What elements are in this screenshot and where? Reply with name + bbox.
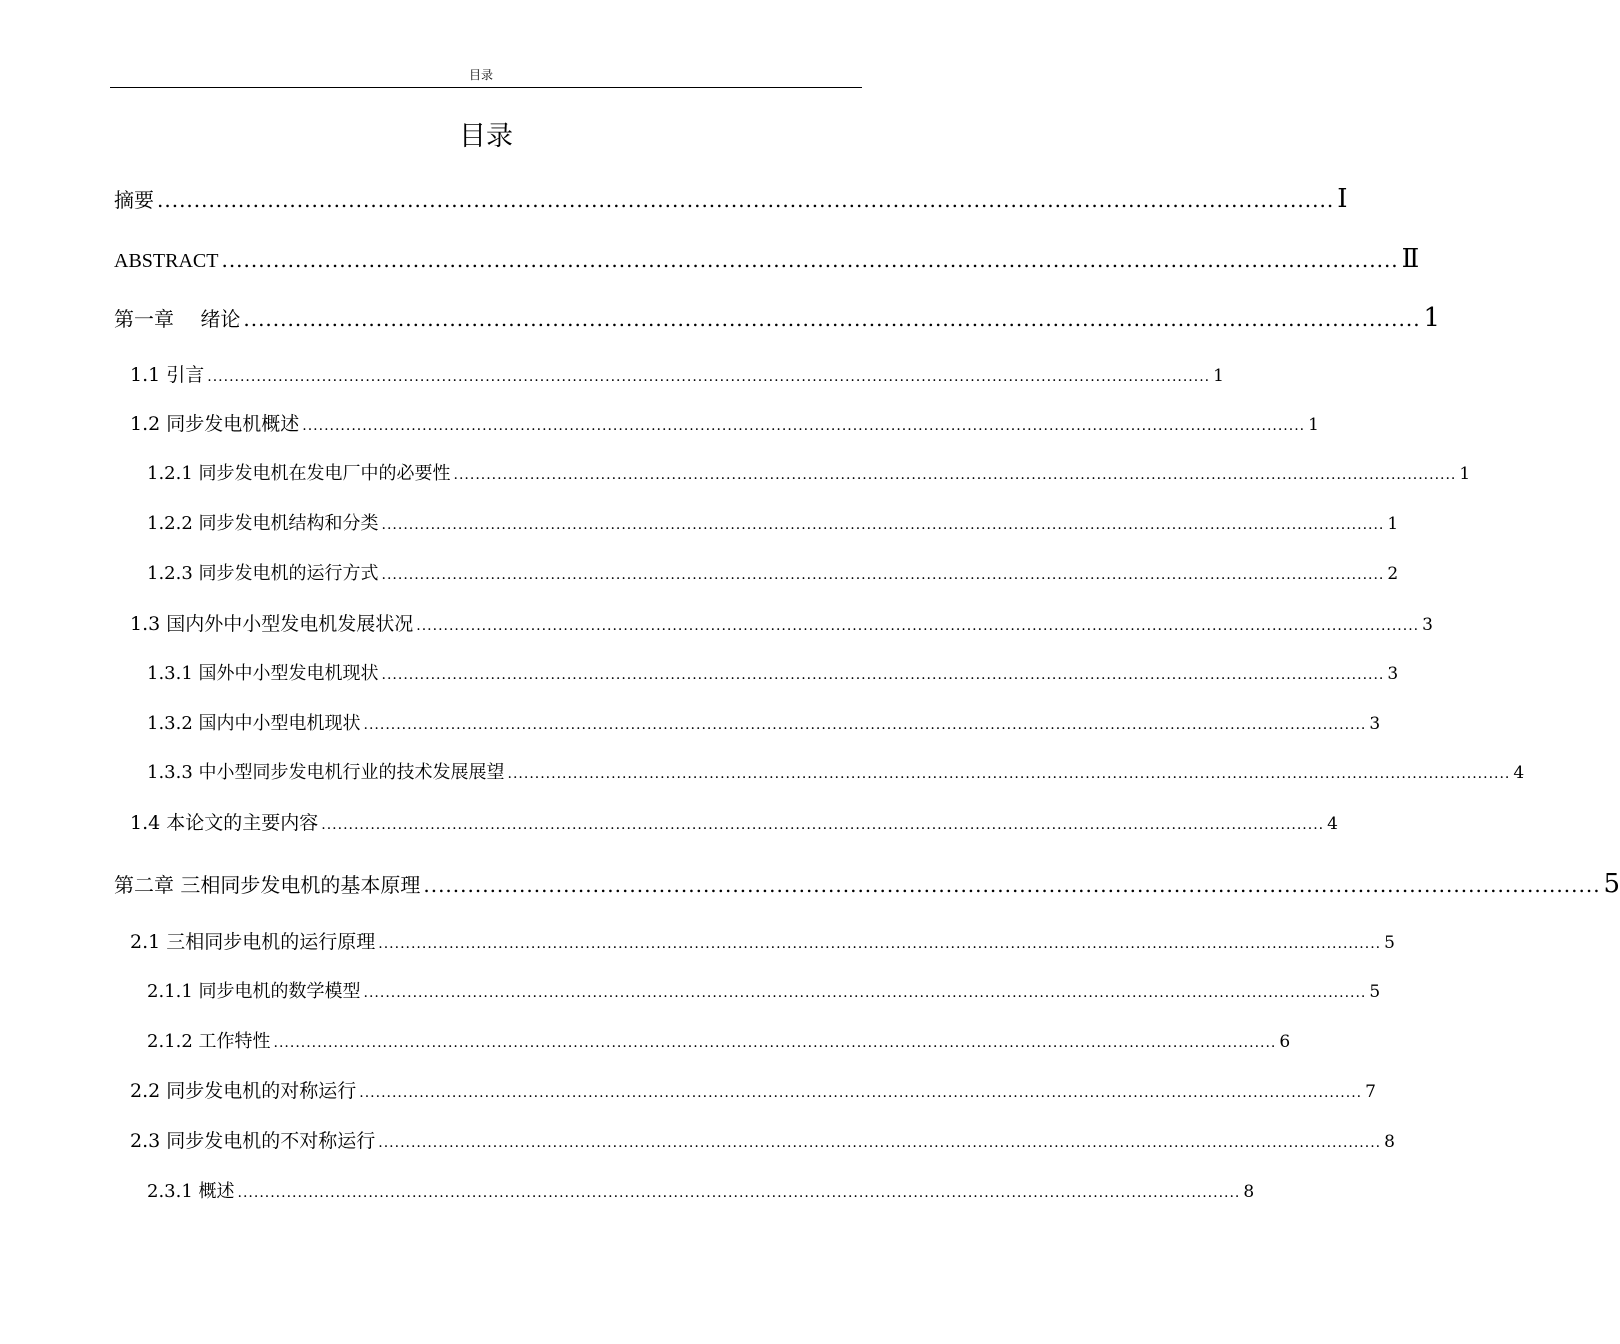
dot-leader: ........................................................................................................................................................................................ bbox=[378, 936, 1382, 952]
toc-entry-label: 2.1 三相同步电机的运行原理 bbox=[130, 931, 376, 953]
toc-entry-label: 1.2 同步发电机概述 bbox=[130, 413, 300, 435]
toc-entry-label: 1.4 本论文的主要内容 bbox=[130, 812, 319, 834]
toc-entry-label: 2.1.1 同步电机的数学模型 bbox=[147, 981, 361, 1002]
running-header: 目录 bbox=[468, 68, 493, 82]
toc-page-number: 3 bbox=[1422, 615, 1433, 635]
toc-entry-label: 2.2 同步发电机的对称运行 bbox=[130, 1080, 357, 1102]
toc-entry-label: 1.1 引言 bbox=[130, 364, 205, 386]
dot-leader: ................................................................................................................................................................ bbox=[157, 188, 1335, 212]
toc-entry-label: 摘要 bbox=[114, 188, 154, 212]
toc-entry-label: 第二章 三相同步发电机的基本原理 bbox=[114, 873, 421, 897]
toc-page-number: 6 bbox=[1279, 1032, 1291, 1052]
toc-entry-section-1-1[interactable] bbox=[130, 362, 1224, 390]
dot-leader: ........................................................................................................................................................................................ bbox=[359, 1085, 1363, 1101]
dot-leader: ........................................................................................................................................................................................ bbox=[416, 618, 1420, 634]
toc-page-number: 5 bbox=[1369, 982, 1381, 1002]
dot-leader: ........................................................................................................................................................................................ bbox=[321, 817, 1325, 833]
toc-page-number: Ⅰ bbox=[1337, 184, 1348, 214]
toc-page-number: 8 bbox=[1243, 1182, 1255, 1202]
toc-entry-section-2-1-2[interactable] bbox=[147, 1029, 1291, 1056]
toc-page-number: 1 bbox=[1213, 366, 1224, 386]
toc-entry-label: 1.2.2 同步发电机结构和分类 bbox=[147, 513, 379, 534]
toc-entry-label: 1.3.1 国外中小型发电机现状 bbox=[147, 663, 379, 684]
toc-entry-abstract-cn[interactable] bbox=[114, 184, 1348, 215]
toc-page-number: 8 bbox=[1384, 1132, 1395, 1152]
toc-page-number: Ⅱ bbox=[1401, 244, 1420, 274]
toc-page-number: 7 bbox=[1365, 1082, 1376, 1102]
dot-leader: ................................................................................................................................................................ bbox=[221, 248, 1399, 272]
toc-entry-section-2-1[interactable] bbox=[130, 929, 1395, 957]
dot-leader: ........................................................................................................................................................................................ bbox=[207, 369, 1211, 385]
toc-entry-label: 1.3 国内外中小型发电机发展状况 bbox=[130, 613, 414, 635]
toc-entry-section-1-3[interactable] bbox=[130, 611, 1433, 639]
toc-entry-label: 1.2.1 同步发电机在发电厂中的必要性 bbox=[147, 463, 451, 484]
toc-title: 目录 bbox=[459, 121, 513, 152]
toc-entry-section-2-3[interactable] bbox=[130, 1128, 1395, 1156]
toc-page-number: 5 bbox=[1384, 933, 1395, 953]
dot-leader: ........................................................................................................................................................................................ bbox=[378, 1135, 1382, 1151]
dot-leader: ........................................................................................................................................................................................ bbox=[302, 418, 1306, 434]
toc-entry-label: 2.1.2 工作特性 bbox=[147, 1031, 271, 1052]
toc-page-number: 1 bbox=[1308, 415, 1319, 435]
dot-leader: ........................................................................................................................................................................................ bbox=[381, 567, 1385, 583]
toc-page-number: 5 bbox=[1603, 869, 1620, 899]
dot-leader: ................................................................................................................................................................ bbox=[423, 873, 1601, 897]
toc-entry-section-1-2-1[interactable] bbox=[147, 461, 1471, 488]
dot-leader: ........................................................................................................................................................................................ bbox=[381, 517, 1385, 533]
toc-page-number: 1 bbox=[1459, 464, 1471, 484]
toc-entry-label: 第一章 绪论 bbox=[114, 307, 241, 331]
dot-leader: ................................................................................................................................................................ bbox=[243, 307, 1421, 331]
toc-entry-label: 2.3 同步发电机的不对称运行 bbox=[130, 1130, 376, 1152]
toc-page-number: 3 bbox=[1369, 714, 1381, 734]
toc-entry-section-2-3-1[interactable] bbox=[147, 1179, 1255, 1206]
toc-entry-section-1-3-2[interactable] bbox=[147, 711, 1381, 738]
dot-leader: ........................................................................................................................................................................................ bbox=[237, 1185, 1241, 1201]
toc-entry-section-1-3-3[interactable] bbox=[147, 760, 1525, 787]
dot-leader: ........................................................................................................................................................................................ bbox=[363, 717, 1367, 733]
toc-entry-section-1-2-2[interactable] bbox=[147, 511, 1399, 538]
toc-entry-section-2-2[interactable] bbox=[130, 1078, 1376, 1106]
toc-page-number: 3 bbox=[1387, 664, 1399, 684]
toc-page-number: 4 bbox=[1513, 763, 1525, 783]
header-rule bbox=[110, 87, 862, 88]
toc-page-number: 1 bbox=[1423, 303, 1441, 333]
dot-leader: ........................................................................................................................................................................................ bbox=[507, 766, 1511, 782]
toc-page-number: 1 bbox=[1387, 514, 1399, 534]
dot-leader: ........................................................................................................................................................................................ bbox=[363, 985, 1367, 1001]
toc-page-number: 2 bbox=[1387, 564, 1399, 584]
toc-entry-label: 2.3.1 概述 bbox=[147, 1181, 235, 1202]
toc-entry-section-1-3-1[interactable] bbox=[147, 661, 1399, 688]
toc-page-number: 4 bbox=[1327, 814, 1338, 834]
toc-entry-chapter-1[interactable] bbox=[114, 303, 1441, 334]
toc-entry-label: 1.3.2 国内中小型电机现状 bbox=[147, 713, 361, 734]
dot-leader: ........................................................................................................................................................................................ bbox=[381, 667, 1385, 683]
dot-leader: ........................................................................................................................................................................................ bbox=[453, 467, 1457, 483]
toc-entry-label: 1.2.3 同步发电机的运行方式 bbox=[147, 563, 379, 584]
toc-entry-section-1-2[interactable] bbox=[130, 411, 1319, 439]
toc-entry-chapter-2[interactable] bbox=[114, 869, 1620, 900]
toc-entry-abstract-en[interactable] bbox=[114, 244, 1420, 276]
toc-entry-label: ABSTRACT bbox=[114, 250, 219, 272]
toc-entry-section-2-1-1[interactable] bbox=[147, 979, 1381, 1006]
toc-entry-section-1-4[interactable] bbox=[130, 810, 1338, 838]
dot-leader: ........................................................................................................................................................................................ bbox=[273, 1035, 1277, 1051]
toc-entry-section-1-2-3[interactable] bbox=[147, 561, 1399, 588]
toc-entry-label: 1.3.3 中小型同步发电机行业的技术发展展望 bbox=[147, 762, 505, 783]
